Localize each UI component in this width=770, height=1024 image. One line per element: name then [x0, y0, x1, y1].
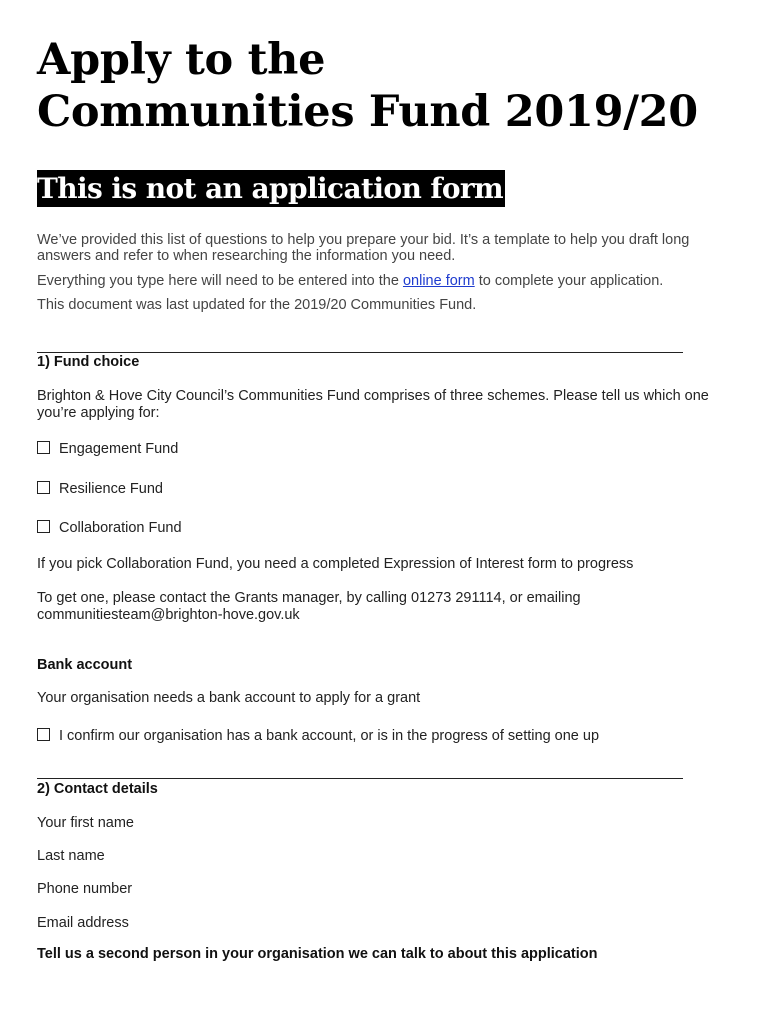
page-title-line-1: Apply to the	[37, 35, 326, 85]
section-divider-2	[37, 778, 683, 779]
intro-paragraph: We’ve provided this list of questions to help you prepare your bid. It’s a template to help you draft long answers and refer to when researching the information you need.	[37, 232, 690, 264]
first-name-field-label: Your first name	[37, 815, 134, 831]
resilience-fund-checkbox[interactable]	[37, 481, 50, 494]
bank-account-description: Your organisation needs a bank account to apply for a grant	[37, 690, 421, 706]
online-form-link[interactable]: online form	[402, 273, 475, 289]
second-contact-heading: Tell us a second person in your organisation we can talk to about this application	[37, 946, 598, 962]
section-1-heading: 1) Fund choice	[37, 354, 140, 370]
section-divider-1	[37, 352, 683, 353]
intro-online-form-paragraph	[37, 273, 727, 289]
last-updated-note: This document was last updated for the 2019/20 Communities Fund.	[37, 297, 477, 313]
grants-manager-contact-note: To get one, please contact the Grants manager, by calling 01273 291114, or emailing communitiesteam@brighton-hove.gov.uk	[37, 590, 581, 623]
intro-text-after-link: to complete your application.	[474, 273, 664, 289]
engagement-fund-checkbox[interactable]	[37, 441, 50, 454]
fund-choice-description: Brighton & Hove City Council’s Communities Fund comprises of three schemes. Please tell us which one you’re applying for:	[37, 388, 709, 421]
resilience-fund-label: Resilience Fund	[59, 481, 163, 497]
option-engagement-fund[interactable]	[37, 441, 178, 457]
bank-account-checkbox[interactable]	[37, 728, 50, 741]
engagement-fund-label: Engagement Fund	[59, 441, 179, 457]
page-title	[37, 34, 698, 138]
collaboration-fund-label: Collaboration Fund	[59, 520, 182, 536]
bank-account-confirmation[interactable]	[37, 728, 599, 744]
collaboration-fund-note: If you pick Collaboration Fund, you need a completed Expression of Interest form to progress	[37, 556, 634, 572]
phone-number-field-label: Phone number	[37, 881, 133, 897]
not-application-form-banner: This is not an application form	[37, 172, 504, 205]
email-address-field-label: Email address	[37, 915, 129, 931]
section-2-heading: 2) Contact details	[37, 781, 158, 797]
option-collaboration-fund[interactable]	[37, 520, 182, 536]
option-resilience-fund[interactable]	[37, 481, 163, 497]
collaboration-fund-checkbox[interactable]	[37, 520, 50, 533]
bank-account-heading: Bank account	[37, 657, 133, 673]
last-name-field-label: Last name	[37, 848, 105, 864]
bank-account-confirmation-label: I confirm our organisation has a bank account, or is in the progress of setting one up	[59, 728, 600, 744]
page-title-line-2: Communities Fund 2019/20	[37, 87, 698, 137]
intro-text-before-link: Everything you type here will need to be entered into the	[37, 273, 403, 289]
